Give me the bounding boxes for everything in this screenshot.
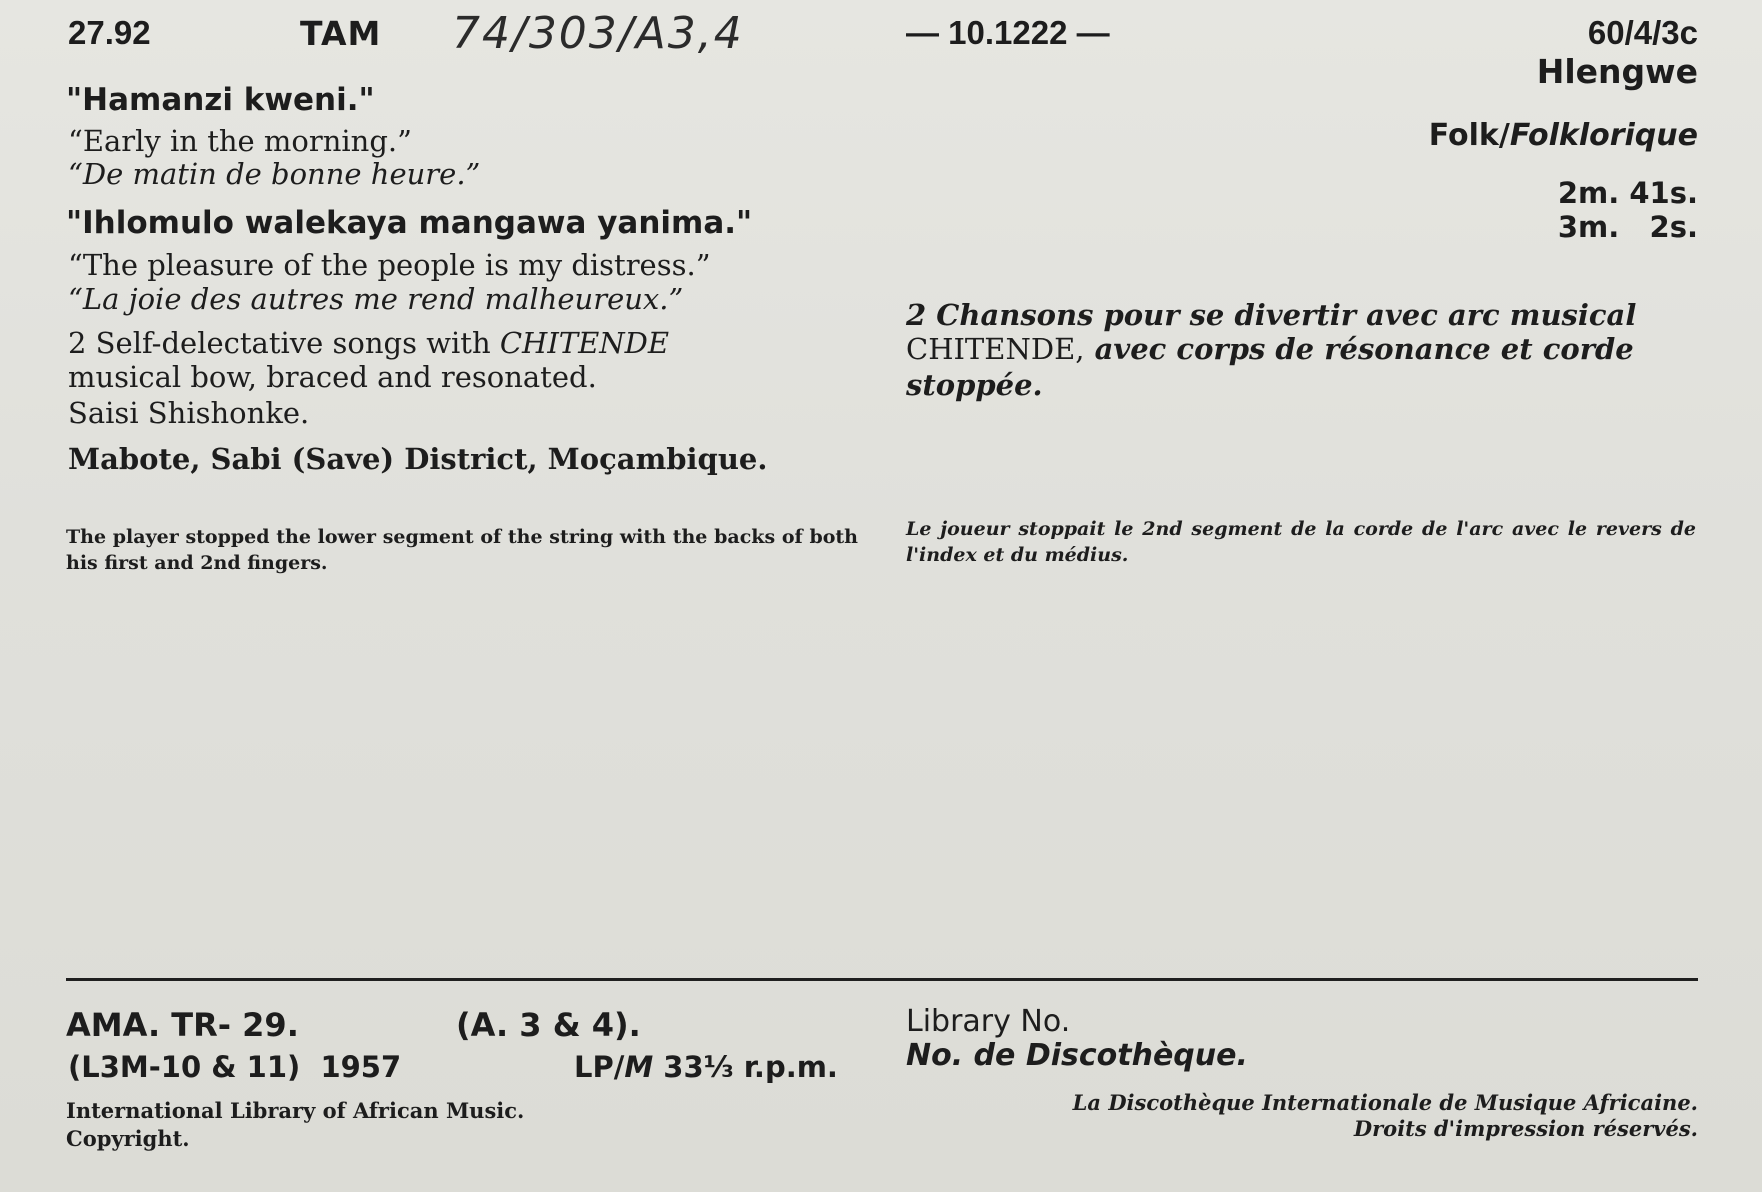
tribe-name: Hlengwe xyxy=(1536,52,1698,91)
footer-divider xyxy=(66,978,1698,981)
record-sides: (A. 3 & 4). xyxy=(456,1006,641,1044)
format-m: M xyxy=(624,1050,654,1084)
song-1-title: "Hamanzi kweni." xyxy=(66,82,375,118)
description-en-line-2: musical bow, braced and resonated. xyxy=(68,360,597,394)
matrix-and-year: (L3M-10 & 11) 1957 xyxy=(68,1050,402,1084)
library-no-label-fr: No. de Discothèque. xyxy=(906,1038,1248,1073)
genre xyxy=(1429,118,1698,153)
location: Mabote, Sabi (Save) District, Moçambique. xyxy=(68,442,768,476)
performer: Saisi Shishonke. xyxy=(68,396,310,430)
catalogue-number: — 10.1222 — xyxy=(906,14,1110,51)
song-2-french: “La joie des autres me rend malheureux.” xyxy=(68,282,684,316)
format-prefix: LP/ xyxy=(574,1050,625,1084)
series-code: TAM xyxy=(300,14,382,53)
song-1-english: “Early in the morning.” xyxy=(68,124,412,158)
description-fr-line-2 xyxy=(906,332,1634,366)
genre-en: Folk/ xyxy=(1428,118,1510,153)
song-2-title: "Ihlomulo walekaya mangawa yanima." xyxy=(66,205,753,241)
description-fr-instrument: CHITENDE, xyxy=(906,332,1085,366)
copyright-fr: Droits d'impression réservés. xyxy=(1353,1116,1698,1141)
genre-fr: Folklorique xyxy=(1509,118,1698,153)
song-1-french: “De matin de bonne heure.” xyxy=(68,157,481,191)
duration-2: 3m. 2s. xyxy=(1557,210,1698,244)
duration-1: 2m. 41s. xyxy=(1557,176,1698,210)
description-fr-line-1 xyxy=(906,298,1636,332)
organisation-fr: La Discothèque Internationale de Musique Africaine. xyxy=(1072,1090,1698,1115)
organisation-en: International Library of African Music. xyxy=(66,1098,525,1123)
description-fr-prefix: 2 Chansons pour se divertir avec arc musical xyxy=(906,298,1637,332)
format-speed: 33⅓ r.p.m. xyxy=(653,1050,838,1084)
note-english: The player stopped the lower segment of the string with the backs of both his first and 2nd fingers. xyxy=(66,526,858,574)
classification-code: 60/4/3c xyxy=(1587,14,1698,51)
description-en-line-1 xyxy=(68,326,669,360)
record-id: 27.92 xyxy=(68,14,151,51)
song-2-english: “The pleasure of the people is my distress.” xyxy=(68,248,711,282)
description-fr-rest: avec corps de résonance et corde xyxy=(1084,332,1634,366)
handwritten-reference: 74/303/A3,4 xyxy=(452,8,744,59)
description-en-prefix: 2 Self-delectative songs with xyxy=(68,326,500,360)
description-fr-line-3: stoppée. xyxy=(906,368,1043,402)
copyright-en: Copyright. xyxy=(66,1126,190,1151)
note-french: Le joueur stoppait le 2nd segment de la corde de l'arc avec le revers de l'index et du médius. xyxy=(906,518,1696,566)
record-format xyxy=(574,1050,838,1084)
record-reference: AMA. TR- 29. xyxy=(66,1006,299,1044)
instrument-name: CHITENDE xyxy=(499,326,670,360)
library-no-label: Library No. xyxy=(906,1004,1071,1039)
